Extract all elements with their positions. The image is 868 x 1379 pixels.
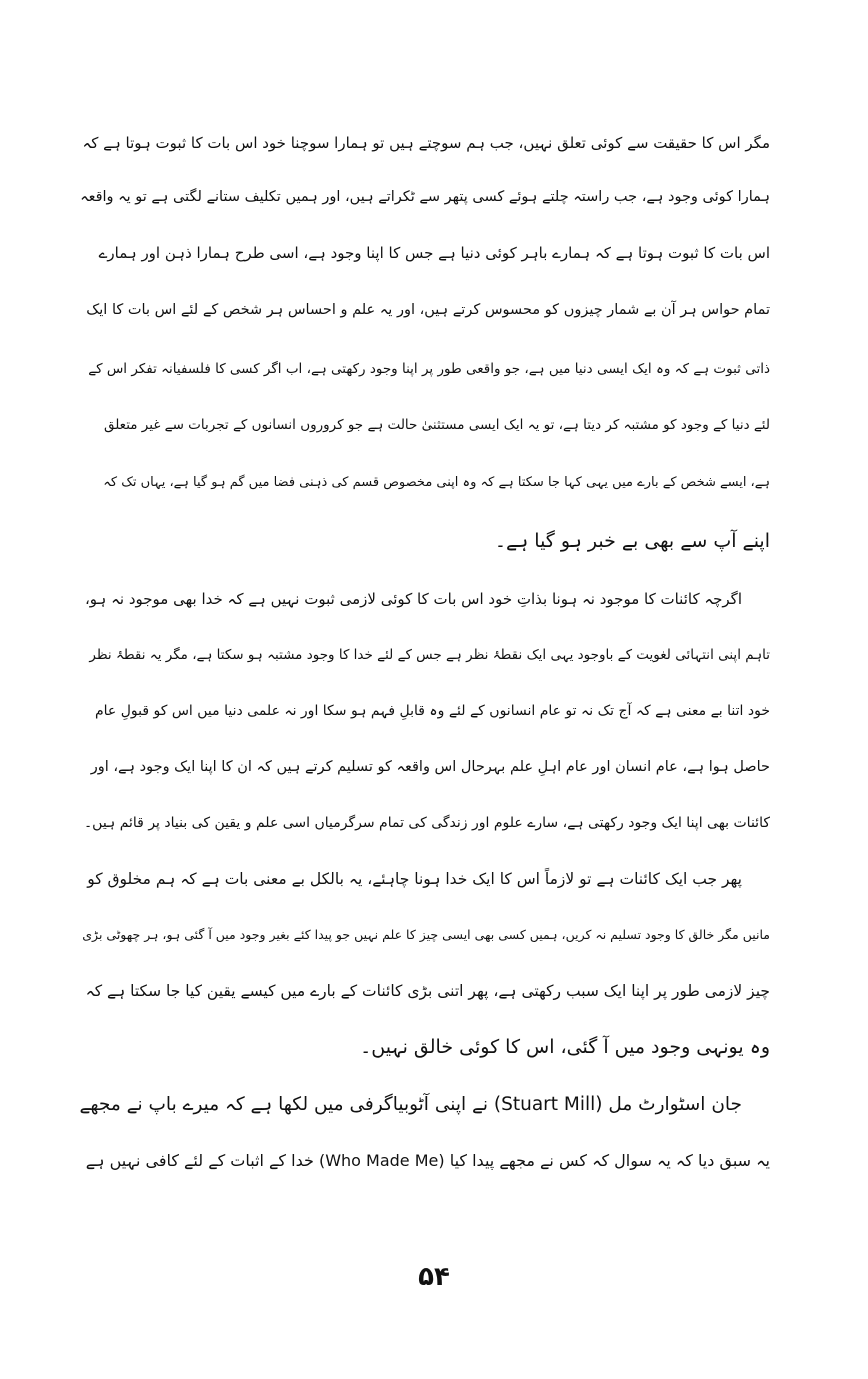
paragraph-2-line-6: پھر جب ایک کائنات ہے تو لازماً اس کا ایک خدا ہونا چاہئے، یہ بالکل بے معنی بات ہے کہ ہم مخلوق کو	[87, 870, 742, 888]
paragraph-3-line-1: جان اسٹوارٹ مل (Stuart Mill) نے اپنی آٹوبیاگرفی میں لکھا ہے کہ میرے باپ نے مجھے	[80, 1094, 742, 1115]
paragraph-2-line-8: چیز لازمی طور پر اپنا ایک سبب رکھتی ہے، پھر اتنی بڑی کائنات کے بارے میں کیسے یقین کیا جا سکتا ہے کہ	[85, 982, 770, 1000]
paragraph-2-line-4: حاصل ہوا ہے، عام انسان اور عام اہلِ علم بہرحال اس واقعہ کو تسلیم کرتے ہیں کہ ان کا اپنا ایک وجود ہے، اور	[90, 759, 770, 775]
paragraph-1-line-5: ذاتی ثبوت ہے کہ وہ ایک ایسی دنیا میں ہے، جو واقعی طور پر اپنا وجود رکھتی ہے، اب اگر کسی کا فلسفیانہ تفکر اس کے	[88, 361, 770, 377]
paragraph-1-line-7: ہے، ایسے شخص کے بارے میں یہی کہا جا سکتا ہے کہ وہ اپنی مخصوص قسم کی ذہنی فضا میں گم ہو گیا ہے، یہاں تک کہ	[103, 475, 770, 490]
paragraph-1-line-6: لئے دنیا کے وجود کو مشتبہ کر دیتا ہے، تو یہ ایک ایسی مستثنیٰ حالت ہے جو کروروں انسانوں کے تجربات سے غیر متعلق	[103, 417, 770, 433]
paragraph-2-line-1: اگرچہ کائنات کا موجود نہ ہونا بذاتِ خود اس بات کا کوئی لازمی ثبوت نہیں ہے کہ خدا بھی موجود نہ ہو،	[84, 590, 742, 608]
paragraph-1-line-8: اپنے آپ سے بھی بے خبر ہو گیا ہے۔	[494, 530, 770, 552]
paragraph-3-line-2: یہ سبق دیا کہ یہ سوال کہ کس نے مجھے پیدا کیا (Who Made Me) خدا کے اثبات کے لئے کافی نہیں ہے	[85, 1151, 770, 1170]
paragraph-2-line-5: کائنات بھی اپنا ایک وجود رکھتی ہے، سارے علوم اور زندگی کی تمام سرگرمیاں اسی علم و یقین کی بنیاد پر قائم ہیں۔	[83, 815, 770, 831]
paragraph-2-line-9: وہ یونہی وجود میں آ گئی، اس کا کوئی خالق نہیں۔	[360, 1036, 770, 1058]
paragraph-2-line-2: تاہم اپنی انتہائی لغویت کے باوجود یہی ایک نقطۂ نظر ہے جس کے لئے خدا کا وجود مشتبہ ہو سکتا ہے، مگر یہ نقطۂ نظر	[89, 647, 770, 663]
paragraph-1-line-3: اس بات کا ثبوت ہوتا ہے کہ ہمارے باہر کوئی دنیا ہے جس کا اپنا وجود ہے، اسی طرح ہمارا ذہن اور ہمارے	[98, 244, 770, 262]
page-body-text	[80, 118, 770, 1248]
paragraph-1-line-4: تمام حواس ہر آن بے شمار چیزوں کو محسوس کرتے ہیں، اور یہ علم و احساس ہر شخص کے لئے اس بات کا ایک	[86, 302, 770, 318]
paragraph-2-line-7: مانیں مگر خالق کا وجود تسلیم نہ کریں، ہمیں کسی بھی ایسی چیز کا علم نہیں جو پیدا کئے بغیر وجود میں آ گئی ہو، ہر چھوٹی بڑی	[82, 927, 770, 942]
paragraph-2-line-3: خود اتنا بے معنی ہے کہ آج تک نہ تو عام انسانوں کے لئے وہ قابلِ فہم ہو سکا اور نہ علمی دنیا میں اس کو قبولِ عام	[94, 703, 770, 719]
paragraph-1-line-2: ہمارا کوئی وجود ہے، جب راستہ چلتے ہوئے کسی پتھر سے ٹکراتے ہیں، اور ہمیں تکلیف ستانے لگتی ہے تو یہ واقعہ	[80, 189, 770, 205]
paragraph-1-line-1: مگر اس کا حقیقت سے کوئی تعلق نہیں، جب ہم سوچتے ہیں تو ہمارا سوچنا خود اس بات کا ثبوت ہوتا ہے کہ	[82, 134, 770, 152]
page-number: ۵۴	[418, 1262, 450, 1292]
